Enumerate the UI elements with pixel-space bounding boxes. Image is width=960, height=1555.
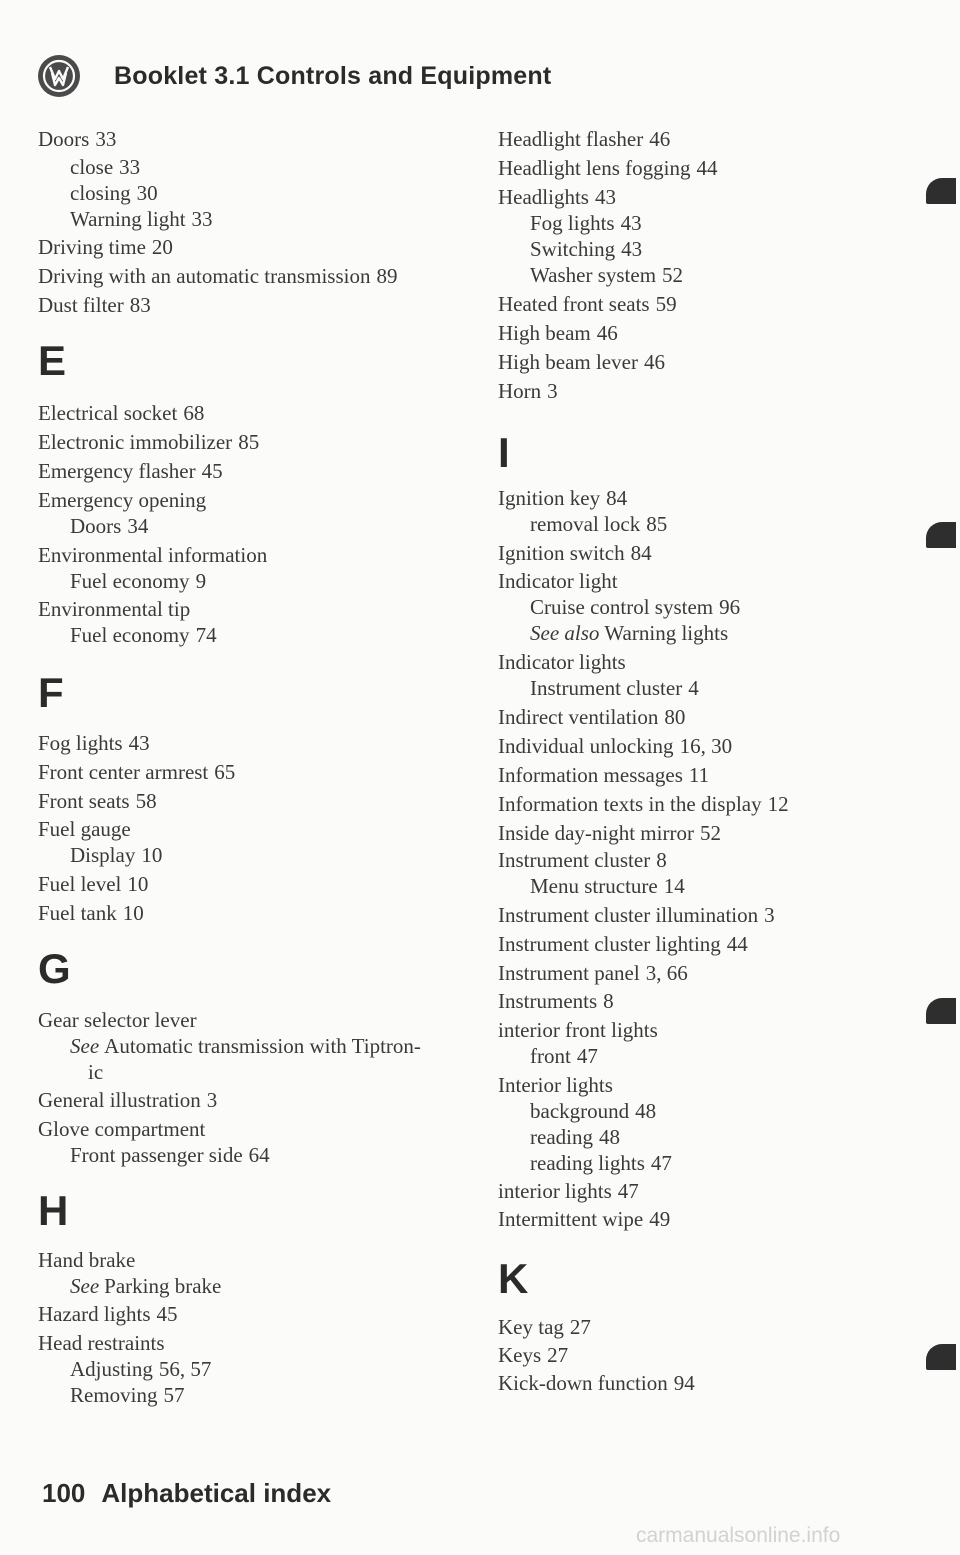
index-subentry	[38, 568, 206, 594]
index-term: High beam lever	[498, 350, 638, 374]
index-entry	[38, 816, 131, 842]
index-term: Horn	[498, 379, 542, 403]
index-subentry	[498, 1124, 620, 1150]
page-reference: 27	[569, 1315, 591, 1339]
index-entry	[498, 540, 652, 566]
index-term: Warning light	[70, 207, 186, 231]
index-term: Display	[70, 843, 136, 867]
page-reference: 47	[617, 1179, 639, 1203]
thumb-tab-mark	[926, 1344, 956, 1370]
index-term: Fuel tank	[38, 901, 117, 925]
index-entry	[498, 791, 789, 817]
index-entry	[498, 988, 614, 1014]
index-term: closing	[70, 181, 131, 205]
watermark: carmanualsonline.info	[636, 1524, 841, 1547]
index-entry	[498, 733, 732, 759]
page-reference: 14	[663, 874, 685, 898]
index-term: Instrument cluster lighting	[498, 932, 721, 956]
index-subentry	[38, 513, 148, 539]
index-term: Ignition switch	[498, 541, 625, 565]
page-reference: 43	[621, 237, 643, 261]
index-term: Inside day-night mirror	[498, 821, 694, 845]
index-term: Kick-down function	[498, 1371, 668, 1395]
page-reference: 52	[699, 821, 721, 845]
index-term: Doors	[70, 514, 122, 538]
vw-logo-icon	[38, 55, 80, 97]
index-subentry	[38, 1382, 185, 1408]
thumb-tab-mark	[926, 998, 956, 1024]
page-reference: 16, 30	[679, 734, 733, 758]
index-entry	[498, 902, 775, 928]
index-entry	[38, 1116, 205, 1142]
index-term: Instruments	[498, 989, 598, 1013]
index-term: Information texts in the display	[498, 792, 762, 816]
index-entry	[498, 291, 677, 317]
page-reference: 64	[248, 1143, 270, 1167]
index-term-continuation: ic	[88, 1060, 104, 1084]
index-term: Key tag	[498, 1315, 564, 1339]
page-reference: 56, 57	[158, 1357, 212, 1381]
page-footer	[42, 1478, 331, 1509]
page-reference: 27	[547, 1343, 569, 1367]
index-term: interior front lights	[498, 1018, 658, 1042]
page-reference: 52	[662, 263, 684, 287]
index-entry	[498, 704, 685, 730]
index-term: Headlight flasher	[498, 127, 644, 151]
index-entry	[38, 292, 151, 318]
page-reference: 47	[576, 1044, 598, 1068]
index-entry	[38, 542, 267, 568]
index-term: Emergency flasher	[38, 459, 196, 483]
index-term: Instrument cluster	[498, 848, 651, 872]
index-entry	[38, 596, 190, 622]
index-entry	[38, 1330, 165, 1356]
index-entry	[38, 759, 235, 785]
page-reference: 8	[603, 989, 614, 1013]
index-letter-heading: E	[38, 337, 67, 384]
page-reference: 80	[664, 705, 686, 729]
page-reference: 58	[135, 789, 157, 813]
page-reference: 59	[655, 292, 677, 316]
index-subentry	[38, 180, 158, 206]
index-entry	[38, 458, 223, 484]
index-term: Intermittent wipe	[498, 1207, 644, 1231]
page-reference: 33	[119, 155, 141, 179]
page-reference: 3	[206, 1088, 218, 1112]
index-term: General illustration	[38, 1088, 201, 1112]
index-term: Ignition key	[498, 486, 601, 510]
index-entry	[38, 263, 397, 289]
index-term: removal lock	[530, 512, 641, 536]
index-term: close	[70, 155, 114, 179]
index-subentry	[498, 873, 685, 899]
index-term: Removing	[70, 1383, 158, 1407]
index-term: Heated front seats	[498, 292, 650, 316]
index-term: Hand brake	[38, 1248, 136, 1272]
index-entry	[498, 762, 709, 788]
page-reference: 20	[151, 235, 173, 259]
index-entry	[498, 649, 626, 675]
index-entry	[38, 1247, 135, 1273]
page-reference: 33	[191, 207, 213, 231]
index-entry	[38, 429, 259, 455]
page-reference: 68	[183, 401, 205, 425]
index-term: Driving with an automatic transmission	[38, 264, 371, 288]
index-term: Electrical socket	[38, 401, 178, 425]
index-subentry	[38, 206, 213, 232]
index-letter-heading: K	[498, 1255, 529, 1302]
index-term: High beam	[498, 321, 591, 345]
index-term: Automatic transmission with Tiptron-	[104, 1034, 421, 1058]
page-reference: 10	[127, 872, 149, 896]
index-entry	[498, 1178, 639, 1204]
index-entry	[498, 1072, 613, 1098]
page-reference: 47	[650, 1151, 672, 1175]
index-term: Doors	[38, 127, 90, 151]
index-entry	[38, 1301, 178, 1327]
page-reference: 85	[646, 512, 668, 536]
index-entry	[498, 847, 667, 873]
index-entry	[498, 155, 717, 181]
index-term: Fuel economy	[70, 623, 190, 647]
index-entry	[38, 730, 150, 756]
page-reference: 46	[643, 350, 665, 374]
index-subentry	[38, 842, 162, 868]
index-entry	[498, 184, 616, 210]
index-entry	[498, 378, 558, 404]
index-entry	[498, 960, 688, 986]
index-term: Parking brake	[104, 1274, 222, 1298]
index-term: Switching	[530, 237, 616, 261]
index-term: Dust filter	[38, 293, 124, 317]
index-entry	[38, 126, 116, 152]
index-term: background	[530, 1099, 630, 1123]
page-reference: 48	[635, 1099, 657, 1123]
index-entry	[498, 1342, 568, 1368]
index-term: Adjusting	[70, 1357, 153, 1381]
index-entry	[498, 1314, 591, 1340]
index-term: Glove compartment	[38, 1117, 206, 1141]
index-term: interior lights	[498, 1179, 612, 1203]
page-reference: 12	[767, 792, 789, 816]
page-reference: 84	[606, 486, 628, 510]
page-reference: 46	[649, 127, 671, 151]
page-reference: 43	[620, 211, 642, 235]
page-reference: 34	[127, 514, 149, 538]
page-reference: 10	[141, 843, 163, 867]
index-subentry	[498, 675, 699, 701]
index-term: reading	[530, 1125, 593, 1149]
index-term: Fog lights	[38, 731, 123, 755]
page-reference: 44	[696, 156, 718, 180]
index-entry	[498, 931, 748, 957]
index-see-reference	[38, 1033, 421, 1059]
index-entry	[38, 487, 206, 513]
index-subentry	[498, 1098, 656, 1124]
page-reference: 74	[195, 623, 217, 647]
index-term: Front center armrest	[38, 760, 209, 784]
see-label: See	[70, 1274, 100, 1298]
index-letter-heading: I	[498, 429, 510, 476]
page-reference: 30	[136, 181, 158, 205]
see-label: See	[70, 1034, 100, 1058]
index-subentry	[498, 511, 667, 537]
index-subentry	[38, 154, 140, 180]
page-reference: 96	[719, 595, 741, 619]
booklet-title: Booklet 3.1 Controls and Equipment	[114, 62, 552, 90]
page-reference: 46	[596, 321, 618, 345]
index-entry	[38, 871, 148, 897]
index-subentry	[498, 262, 683, 288]
thumb-tab-mark	[926, 178, 956, 204]
index-subentry	[38, 1356, 211, 1382]
page-reference: 89	[376, 264, 398, 288]
index-entry	[498, 568, 618, 594]
index-term: Information messages	[498, 763, 683, 787]
page-reference: 65	[214, 760, 236, 784]
index-term: reading lights	[530, 1151, 645, 1175]
index-entry	[498, 320, 618, 346]
page-reference: 3	[547, 379, 558, 403]
index-term: Headlights	[498, 185, 589, 209]
index-entry	[498, 820, 721, 846]
index-term: Interior lights	[498, 1073, 613, 1097]
index-entry	[38, 900, 144, 926]
index-term: Indirect ventilation	[498, 705, 659, 729]
thumb-tab-mark	[926, 522, 956, 548]
index-letter-heading: G	[38, 945, 71, 992]
index-term: front	[530, 1044, 571, 1068]
page-reference: 49	[649, 1207, 671, 1231]
index-entry	[38, 1007, 197, 1033]
index-subentry	[38, 1142, 270, 1168]
index-entry	[38, 788, 157, 814]
page-reference: 84	[630, 541, 652, 565]
index-term: Washer system	[530, 263, 657, 287]
index-term: Driving time	[38, 235, 146, 259]
index-term: Indicator light	[498, 569, 618, 593]
index-term: Headlight lens fogging	[498, 156, 691, 180]
page-reference: 85	[238, 430, 260, 454]
index-term: Indicator lights	[498, 650, 626, 674]
page-reference: 48	[598, 1125, 620, 1149]
index-entry	[498, 1206, 670, 1232]
index-subentry	[498, 236, 642, 262]
index-term: Front seats	[38, 789, 130, 813]
index-letter-heading: H	[38, 1187, 69, 1234]
index-subentry	[498, 594, 740, 620]
index-term: Warning lights	[604, 621, 729, 645]
page-number: 100	[42, 1478, 86, 1508]
index-term: Front passenger side	[70, 1143, 243, 1167]
index-subentry	[498, 210, 642, 236]
index-entry	[38, 400, 204, 426]
index-term: Individual unlocking	[498, 734, 674, 758]
index-term: Fuel economy	[70, 569, 190, 593]
index-term: Menu structure	[530, 874, 658, 898]
index-entry	[498, 126, 670, 152]
index-term: Head restraints	[38, 1331, 165, 1355]
page-reference: 83	[129, 293, 151, 317]
index-term: Environmental tip	[38, 597, 191, 621]
page-reference: 10	[122, 901, 144, 925]
page-reference: 43	[128, 731, 150, 755]
index-term: Environmental information	[38, 543, 268, 567]
index-see-reference	[498, 620, 728, 646]
index-term: Keys	[498, 1343, 542, 1367]
section-title: Alphabetical index	[101, 1478, 332, 1508]
index-subentry	[498, 1043, 598, 1069]
index-term: Instrument cluster illumination	[498, 903, 759, 927]
page-reference: 44	[726, 932, 748, 956]
index-entry	[498, 1370, 695, 1396]
index-term: Emergency opening	[38, 488, 207, 512]
page-reference: 9	[195, 569, 207, 593]
page-reference: 57	[163, 1383, 185, 1407]
index-term: Instrument cluster	[530, 676, 683, 700]
index-term: Fuel gauge	[38, 817, 131, 841]
index-entry	[498, 485, 627, 511]
page-reference: 4	[688, 676, 699, 700]
page-reference: 33	[95, 127, 117, 151]
index-entry	[498, 1017, 658, 1043]
see-label: See also	[530, 621, 600, 645]
page-reference: 45	[201, 459, 223, 483]
index-see-reference	[38, 1273, 221, 1299]
index-entry	[498, 349, 665, 375]
index-entry	[38, 234, 173, 260]
page-reference: 8	[656, 848, 667, 872]
page-reference: 11	[688, 763, 710, 787]
index-subentry	[38, 622, 217, 648]
page-reference: 3	[764, 903, 775, 927]
index-term: Cruise control system	[530, 595, 714, 619]
page-reference: 94	[673, 1371, 695, 1395]
index-term: Instrument panel	[498, 961, 640, 985]
index-subentry	[498, 1150, 672, 1176]
index-term: Hazard lights	[38, 1302, 151, 1326]
index-entry	[38, 1087, 217, 1113]
index-term: Electronic immobilizer	[38, 430, 233, 454]
index-letter-heading: F	[38, 669, 64, 716]
page-reference: 3, 66	[645, 961, 688, 985]
page-reference: 45	[156, 1302, 178, 1326]
index-term: Gear selector lever	[38, 1008, 197, 1032]
page-reference: 43	[594, 185, 616, 209]
index-term: Fog lights	[530, 211, 615, 235]
index-term: Fuel level	[38, 872, 122, 896]
